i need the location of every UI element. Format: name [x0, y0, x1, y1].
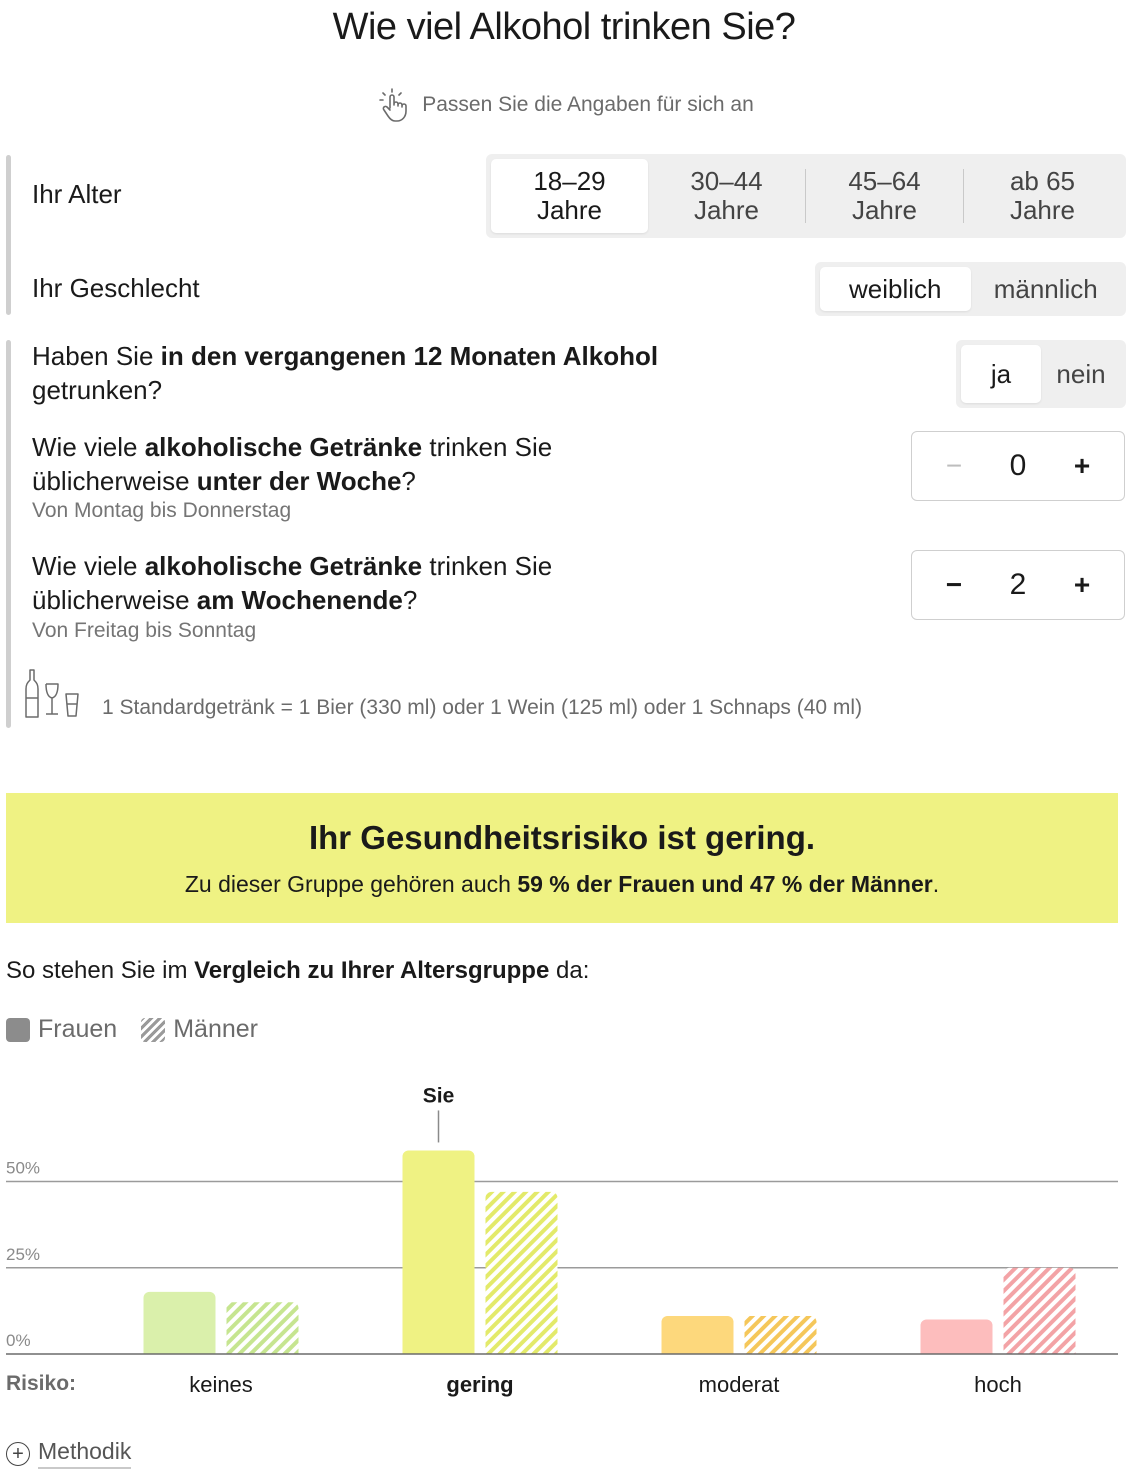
- legend-label-women: Frauen: [38, 1015, 118, 1043]
- methodik-toggle[interactable]: [6, 1438, 131, 1469]
- age-option-unit: Jahre: [536, 195, 603, 225]
- gender-option-maennlich[interactable]: männlich: [993, 273, 1098, 304]
- adjust-hint-text: Passen Sie die Angaben für sich an: [422, 93, 754, 116]
- result-detail-text: Zu dieser Gruppe gehören auch: [184, 871, 518, 897]
- weekend-question-emphasis: alkoholische Getränke: [144, 551, 423, 581]
- risk-bar-chart: [0, 1070, 1128, 1420]
- category-label: hoch: [974, 1372, 1022, 1397]
- age-option-unit: Jahre: [851, 195, 918, 225]
- x-axis-label: Risiko:: [6, 1372, 77, 1395]
- drank-option-nein[interactable]: nein: [1056, 358, 1106, 389]
- age-option-label: 18–29: [533, 166, 606, 197]
- chart-legend: [6, 1015, 258, 1044]
- age-option-label: 45–64: [848, 166, 921, 197]
- weekend-stepper: [911, 550, 1125, 620]
- age-option-unit: Jahre: [1009, 195, 1076, 225]
- weekend-question-emphasis: am Wochenende: [196, 584, 403, 615]
- age-option-label: 30–44: [690, 166, 763, 197]
- comparison-intro-text: So stehen Sie im: [6, 957, 195, 984]
- bar-frauen: [144, 1292, 216, 1360]
- bar-maenner: [227, 1302, 299, 1360]
- bar-maenner: [486, 1192, 558, 1360]
- drank-question-emphasis: in den vergangenen 12 Monaten Alkohol: [160, 341, 659, 371]
- tap-hand-icon: [374, 86, 412, 124]
- result-detail-emphasis: 59 % der Frauen und 47 % der Männer: [517, 871, 933, 897]
- age-option-18-29[interactable]: [491, 159, 648, 233]
- weekday-question-text: ?: [401, 465, 416, 496]
- result-headline: Ihr Gesundheitsrisiko ist gering.: [308, 819, 816, 856]
- result-detail-end: .: [932, 871, 940, 897]
- drank-question-end: getrunken?: [32, 374, 163, 405]
- plus-circle-icon: +: [6, 1442, 30, 1466]
- age-option-45-64[interactable]: [806, 159, 963, 233]
- y-tick-label: 25%: [6, 1244, 41, 1264]
- legend-label-men: Männer: [173, 1015, 258, 1043]
- drank-option-ja[interactable]: ja: [961, 345, 1041, 403]
- result-banner: [6, 793, 1118, 923]
- gender-selector: [815, 262, 1126, 316]
- drinks-icon: [22, 668, 84, 720]
- age-label: Ihr Alter: [32, 179, 122, 209]
- weekend-question: [32, 550, 552, 618]
- weekend-question-text: Wie viele: [32, 551, 145, 581]
- gender-label: Ihr Geschlecht: [32, 273, 200, 303]
- age-option-unit: Jahre: [693, 195, 760, 225]
- drinking-group-bar: [6, 340, 11, 728]
- age-option-30-44[interactable]: [648, 159, 805, 233]
- legend-women: [6, 1015, 117, 1044]
- bar-frauen: [403, 1150, 475, 1360]
- weekday-decrement-button[interactable]: −: [945, 450, 963, 481]
- you-marker-label: Sie: [422, 1084, 455, 1108]
- drank-question: [32, 340, 658, 408]
- page-title: Wie viel Alkohol trinken Sie?: [332, 6, 796, 48]
- weekday-question-emphasis: alkoholische Getränke: [144, 432, 423, 462]
- y-tick-label: 0%: [6, 1331, 31, 1350]
- weekend-increment-button[interactable]: +: [1073, 569, 1091, 600]
- methodik-label: Methodik: [38, 1438, 131, 1469]
- comparison-intro-emphasis: Vergleich zu Ihrer Altersgruppe: [194, 957, 550, 984]
- drank-question-text: Haben Sie: [32, 341, 161, 371]
- weekday-count: 0: [1009, 449, 1027, 482]
- y-tick-label: 50%: [6, 1158, 41, 1178]
- weekday-question: [32, 431, 552, 499]
- age-option-65-plus[interactable]: [964, 159, 1121, 233]
- category-label: moderat: [698, 1372, 780, 1397]
- legend-swatch-solid: [6, 1018, 30, 1042]
- weekday-question-text: trinken Sie: [422, 432, 553, 462]
- comparison-intro: [6, 957, 589, 985]
- comparison-intro-end: da:: [549, 957, 590, 984]
- weekend-decrement-button[interactable]: −: [945, 569, 963, 600]
- bar-maenner: [1004, 1268, 1076, 1360]
- age-selector: [486, 154, 1126, 238]
- weekday-increment-button[interactable]: +: [1073, 450, 1091, 481]
- legend-swatch-hatched: [141, 1018, 165, 1042]
- result-detail: [6, 871, 1118, 898]
- weekday-subtitle: Von Montag bis Donnerstag: [32, 499, 292, 522]
- category-label: gering: [446, 1372, 514, 1397]
- weekend-question-text: üblicherweise: [32, 584, 197, 615]
- baseline-mask: [0, 1354, 1128, 1362]
- weekday-question-emphasis: unter der Woche: [196, 465, 402, 496]
- gender-option-weiblich[interactable]: weiblich: [820, 267, 971, 311]
- drank-selector: [956, 340, 1126, 408]
- weekend-question-text: trinken Sie: [422, 551, 553, 581]
- weekend-count: 2: [1009, 568, 1027, 601]
- weekday-stepper: [911, 431, 1125, 501]
- weekend-subtitle: Von Freitag bis Sonntag: [32, 619, 257, 642]
- category-label: keines: [189, 1372, 253, 1397]
- weekend-question-text: ?: [402, 584, 418, 615]
- weekday-question-text: üblicherweise: [32, 465, 197, 496]
- legend-men: [141, 1015, 258, 1044]
- standard-drink-text: 1 Standardgetränk = 1 Bier (330 ml) oder 1 Wein (125 ml) oder 1 Schnaps (40 ml): [102, 696, 863, 719]
- age-option-label: ab 65: [1009, 166, 1076, 197]
- profile-group-bar: [6, 155, 11, 315]
- adjust-hint: [0, 86, 1128, 124]
- standard-drink-note: [22, 668, 862, 720]
- weekday-question-text: Wie viele: [32, 432, 145, 462]
